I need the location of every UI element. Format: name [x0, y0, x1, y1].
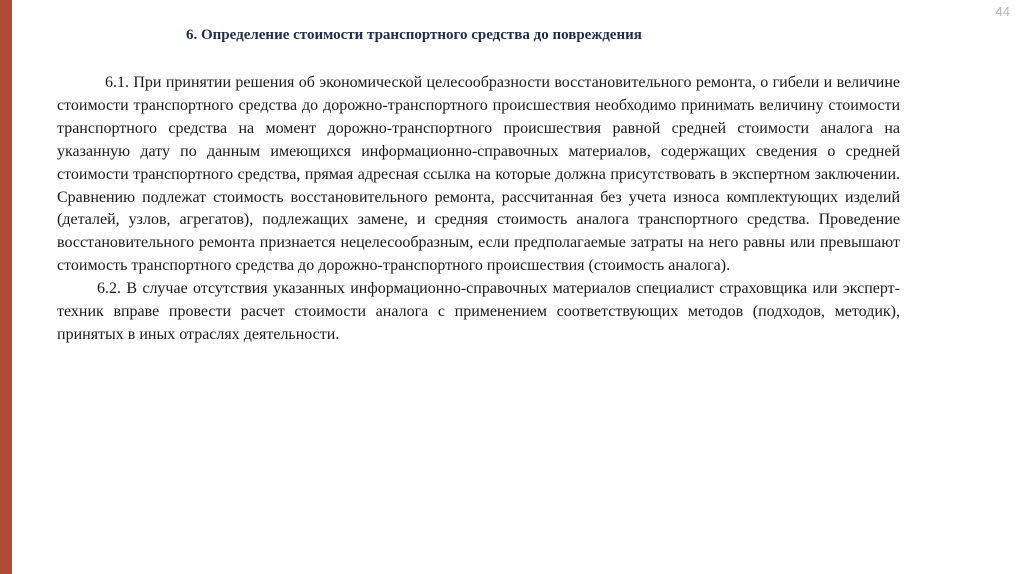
slide-title: 6. Определение стоимости транспортного средства до повреждения	[186, 27, 642, 43]
page-number: 44	[995, 4, 1010, 19]
paragraph-6-2: 6.2. В случае отсутствия указанных информационно-справочных материалов специалист страховщика или эксперт-техник вправе провести расчет стоимости аналога с применением соответствующих методов (подходов, методик), принятых в иных отраслях деятельности.	[57, 280, 900, 343]
left-accent-bar	[0, 0, 12, 574]
paragraph-6-1: 6.1. При принятии решения об экономической целесообразности восстановительного ремонта, о гибели и величине стоимости транспортного средства до дорожно-транспортного происшествия необходимо принимать величину стоимости транспортного средства на момент дорожно-транспортного происшествия равной средней стоимости аналога на указанную дату по данным имеющихся информационно-справочных материалов, содержащих сведения о средней стоимости транспортного средства, прямая адресная ссылка на которые должна присутствовать в экспертном заключении. Сравнению подлежат стоимость восстановительного ремонта, рассчитанная без учета износа комплектующих изделий (деталей, узлов, агрегатов), подлежащих замене, и средняя стоимость аналога транспортного средства. Проведение восстановительного ремонта признается нецелесообразным, если предполагаемые затраты на него равны или превышают стоимость транспортного средства до дорожно-транспортного происшествия (стоимость аналога).	[57, 74, 900, 275]
body-text	[57, 72, 900, 347]
